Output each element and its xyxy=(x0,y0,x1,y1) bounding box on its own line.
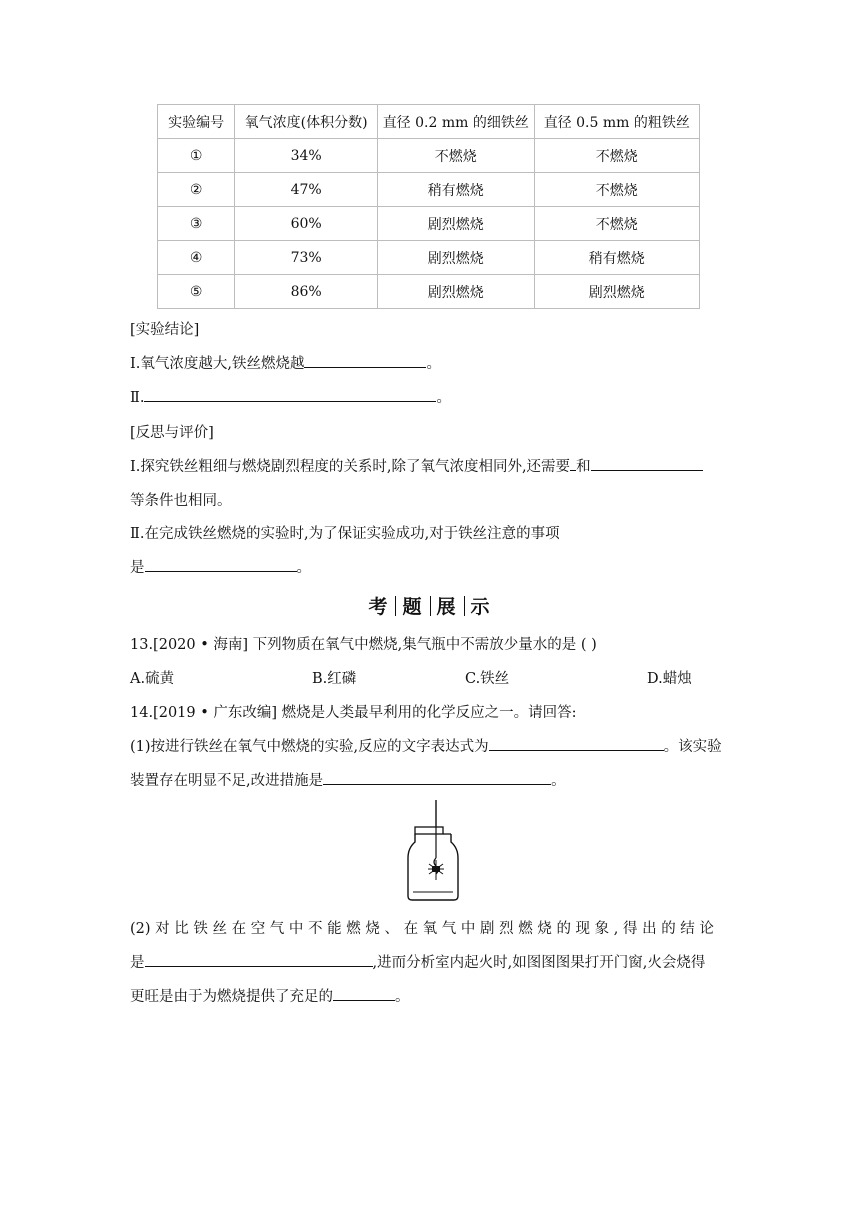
table-header: 氧气浓度(体积分数) xyxy=(235,105,378,139)
table-cell: ① xyxy=(158,139,235,173)
heading-divider xyxy=(395,596,396,616)
period: 。 xyxy=(551,773,566,789)
question-14-part-2-cont: ,进而分析室内起火时,如图图图果打开门窗,火会烧得 xyxy=(372,955,706,971)
table-cell: 47% xyxy=(235,173,378,207)
table-header: 直径 0.2 mm 的细铁丝 xyxy=(378,105,535,139)
question-14-part-2-prefix: 是 xyxy=(130,955,145,971)
answer-blank[interactable] xyxy=(333,986,395,1001)
question-14-part-2: (2) 对 比 铁 丝 在 空 气 中 不 能 燃 烧 、 在 氧 气 中 剧 烈 燃 烧 的 现 象 , 得 出 的 结 论 xyxy=(130,921,714,937)
table-cell: 34% xyxy=(235,139,378,173)
reflection-item-1-cont: 等条件也相同。 xyxy=(130,493,232,509)
reflection-item-2: Ⅱ.在完成铁丝燃烧的实验时,为了保证实验成功,对于铁丝注意的事项 xyxy=(130,526,560,542)
table-header: 直径 0.5 mm 的粗铁丝 xyxy=(534,105,699,139)
heading-char: 考 xyxy=(368,596,390,618)
conclusion-item-1 xyxy=(130,352,441,373)
heading-divider xyxy=(430,596,431,616)
table-cell: 剧烈燃烧 xyxy=(534,275,699,309)
table-cell: 60% xyxy=(235,207,378,241)
iron-wire-combustion-apparatus-image xyxy=(405,798,461,902)
question-14-part-2-line-3 xyxy=(130,985,410,1006)
answer-blank[interactable] xyxy=(591,456,703,471)
conclusion-item-2-text: Ⅱ. xyxy=(130,390,145,406)
experiment-table xyxy=(157,104,700,309)
table-cell: ③ xyxy=(158,207,235,241)
question-14-part-1-line-2-text: 装置存在明显不足,改进措施是 xyxy=(130,773,324,789)
table-row xyxy=(158,173,700,207)
answer-blank[interactable] xyxy=(145,557,297,572)
question-14-stem: 14.[2019 • 广东改编] 燃烧是人类最早利用的化学反应之一。请回答: xyxy=(130,705,577,721)
reflection-item-1 xyxy=(130,455,703,476)
option-c[interactable]: C.铁丝 xyxy=(465,671,510,687)
heading-char: 示 xyxy=(470,596,492,618)
table-cell: 剧烈燃烧 xyxy=(378,241,535,275)
table-cell: ② xyxy=(158,173,235,207)
table-row xyxy=(158,275,700,309)
table-cell: 不燃烧 xyxy=(534,173,699,207)
period: 。 xyxy=(426,356,441,372)
reflection-item-1-text: Ⅰ.探究铁丝粗细与燃烧剧烈程度的关系时,除了氧气浓度相同外,还需要 xyxy=(130,459,571,475)
question-13-stem: 13.[2020 • 海南] 下列物质在氧气中燃烧,集气瓶中不需放少量水的是 ( ) xyxy=(130,637,597,653)
period: 。 xyxy=(395,989,410,1005)
table-cell: 不燃烧 xyxy=(378,139,535,173)
period: 。 xyxy=(296,560,311,576)
question-14-part-1 xyxy=(130,735,722,756)
question-14-part-1-line-2 xyxy=(130,769,566,790)
reflection-item-1-and: 和 xyxy=(576,459,591,475)
question-14-part-1-cont: 。该实验 xyxy=(663,739,722,755)
table-cell: 不燃烧 xyxy=(534,207,699,241)
section-heading xyxy=(0,592,860,619)
reflection-item-2-prefix: 是 xyxy=(130,560,145,576)
heading-divider xyxy=(464,596,465,616)
table-cell: 剧烈燃烧 xyxy=(378,275,535,309)
answer-blank[interactable] xyxy=(304,353,426,368)
heading-char: 展 xyxy=(436,596,458,618)
reflection-title: [反思与评价] xyxy=(130,425,214,441)
option-b[interactable]: B.红磷 xyxy=(312,671,357,687)
table-cell: 稍有燃烧 xyxy=(378,173,535,207)
table-row xyxy=(158,207,700,241)
table-header-row xyxy=(158,105,700,139)
conclusion-title: [实验结论] xyxy=(130,322,200,338)
option-d[interactable]: D.蜡烛 xyxy=(647,671,692,687)
table-cell: ④ xyxy=(158,241,235,275)
table-header: 实验编号 xyxy=(158,105,235,139)
answer-blank[interactable] xyxy=(489,736,664,751)
table-row xyxy=(158,241,700,275)
heading-char: 题 xyxy=(402,596,424,618)
answer-blank[interactable] xyxy=(145,952,373,967)
question-14-part-2-line-2 xyxy=(130,951,705,972)
conclusion-item-2 xyxy=(130,386,451,407)
table-cell: 86% xyxy=(235,275,378,309)
question-14-part-2-line-3-text: 更旺是由于为燃烧提供了充足的 xyxy=(130,989,333,1005)
option-a[interactable]: A.硫黄 xyxy=(130,671,175,687)
reflection-item-2-answer xyxy=(130,556,311,577)
table-cell: ⑤ xyxy=(158,275,235,309)
question-14-part-1-text: (1)按进行铁丝在氧气中燃烧的实验,反应的文字表达式为 xyxy=(130,739,489,755)
answer-blank[interactable] xyxy=(323,770,551,785)
table-cell: 剧烈燃烧 xyxy=(378,207,535,241)
period: 。 xyxy=(436,390,451,406)
conclusion-item-1-text: Ⅰ.氧气浓度越大,铁丝燃烧越 xyxy=(130,356,305,372)
table-row xyxy=(158,139,700,173)
table-cell: 73% xyxy=(235,241,378,275)
table-cell: 稍有燃烧 xyxy=(534,241,699,275)
table-cell: 不燃烧 xyxy=(534,139,699,173)
answer-blank[interactable] xyxy=(144,387,436,402)
